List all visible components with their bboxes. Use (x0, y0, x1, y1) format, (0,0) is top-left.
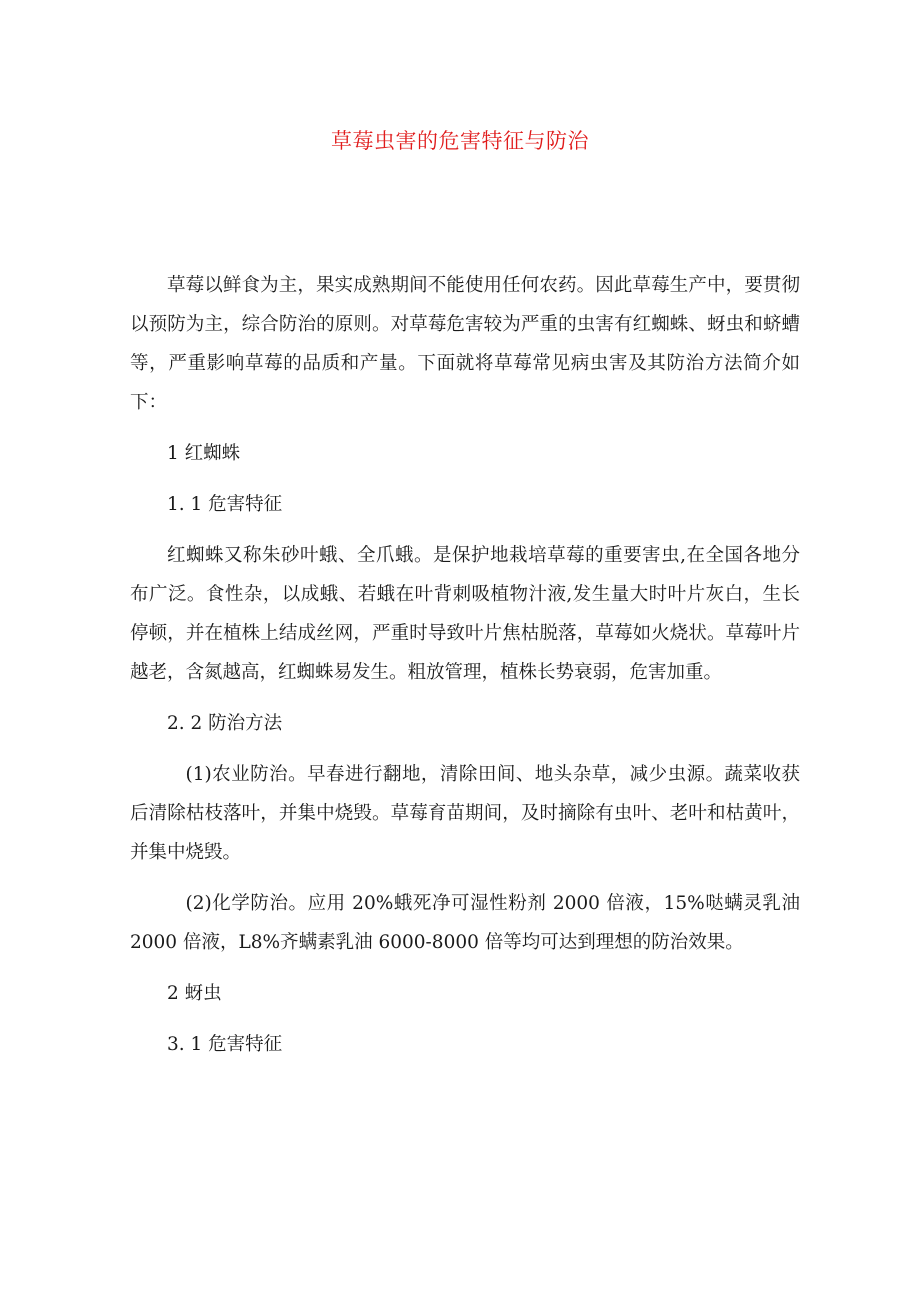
method-agricultural-control: (1)农业防治。早春进行翻地，清除田间、地头杂草，减少虫源。蔬菜收获后清除枯枝落叶，并集中烧毁。草莓育苗期间，及时摘除有虫叶、老叶和枯黄叶，并集中烧毁。 (130, 764, 800, 863)
intro-paragraph: 草莓以鲜食为主，果实成熟期间不能使用任何农药。因此草莓生产中，要贯彻以预防为主，综合防治的原则。对草莓危害较为严重的虫害有红蜘蛛、蚜虫和蛴螬等，严重影响草莓的品质和产量。下面就将草莓常见病虫害及其防治方法简介如下： (130, 275, 800, 413)
document-title: 草莓虫害的危害特征与防治 (331, 129, 589, 153)
subsection-heading-damage-features-aphid: 3. 1 危害特征 (167, 1034, 283, 1055)
section-heading-red-spider: 1 红蜘蛛 (167, 443, 241, 464)
subsection-heading-damage-features: 1. 1 危害特征 (167, 494, 283, 515)
damage-features-paragraph: 红蜘蛛又称朱砂叶蛾、全爪蛾。是保护地栽培草莓的重要害虫,在全国各地分布广泛。食性杂，以成蛾、若蛾在叶背刺吸植物汁液,发生量大时叶片灰白，生长停顿，并在植株上结成丝网，严重时导致叶片焦枯脱落，草莓如火烧状。草莓叶片越老，含氮越高，红蜘蛛易发生。粗放管理，植株长势衰弱，危害加重。 (130, 545, 800, 683)
section-heading-aphid: 2 蚜虫 (167, 983, 222, 1004)
method-chemical-control: (2)化学防治。应用 20%蛾死净可湿性粉剂 2000 倍液，15%哒螨灵乳油 2000 倍液，L8%齐螨素乳油 6000-8000 倍等均可达到理想的防治效果。 (130, 893, 800, 953)
document-body (130, 266, 800, 1076)
subsection-heading-control-methods: 2. 2 防治方法 (167, 713, 283, 734)
